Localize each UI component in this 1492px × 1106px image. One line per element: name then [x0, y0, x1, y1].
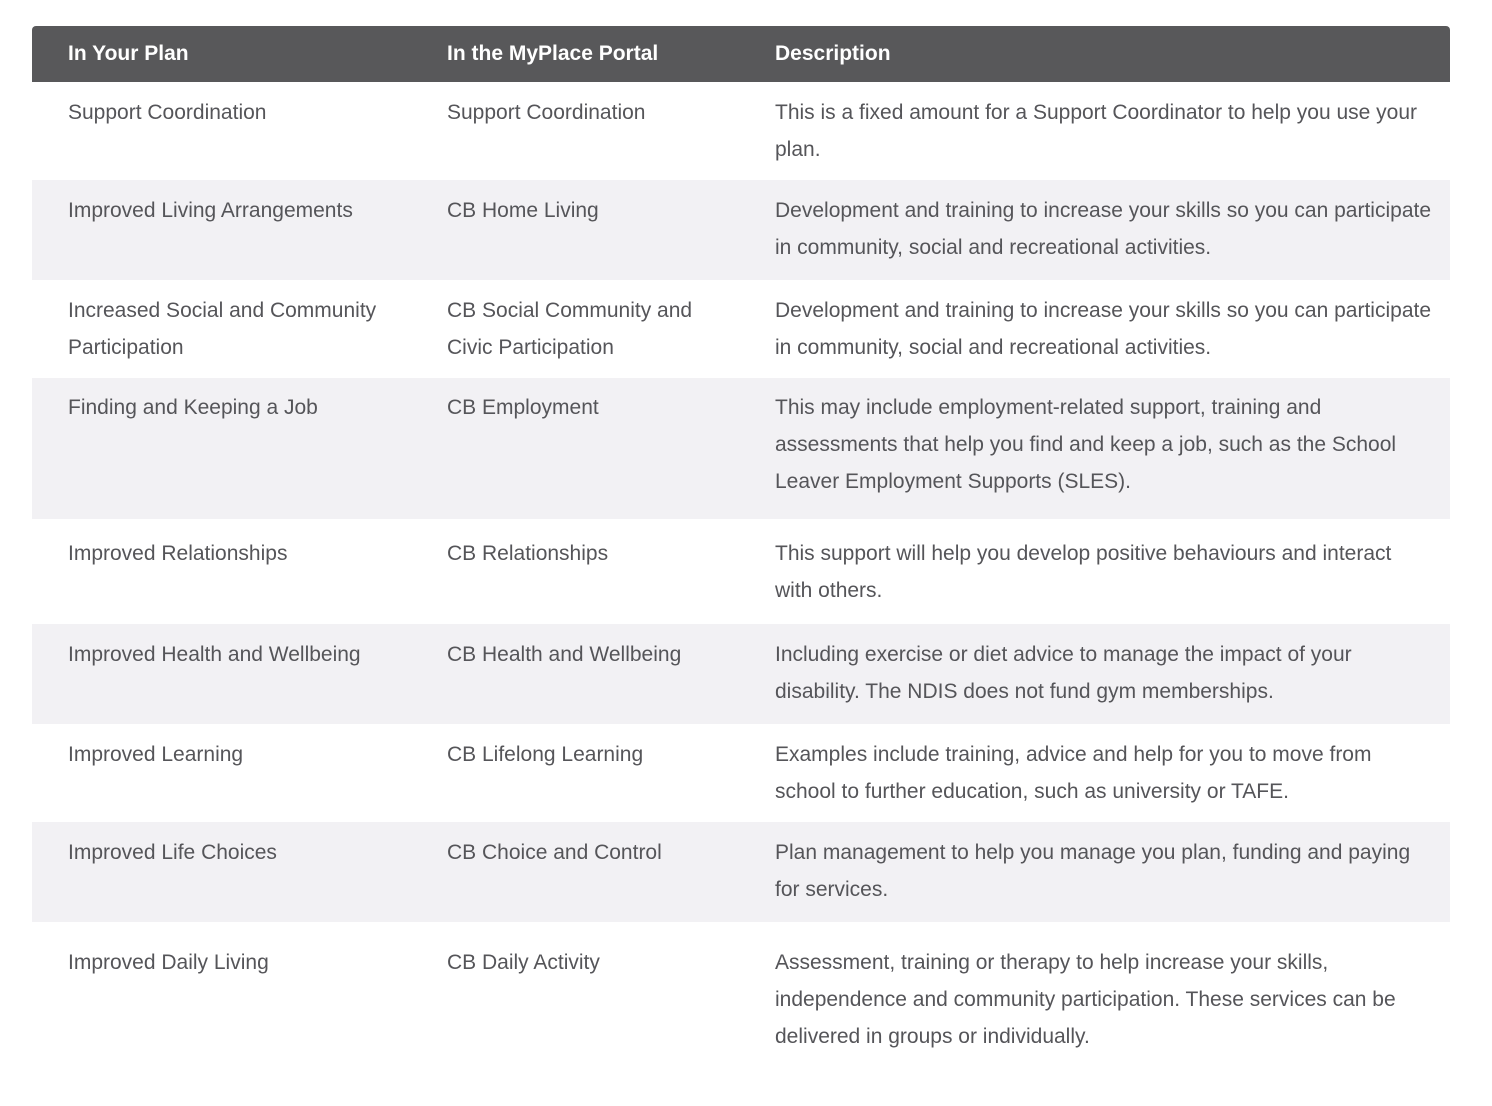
- table-row: [32, 519, 1450, 624]
- cell-description: Development and training to increase your skills so you can participate in community, social and recreational activities.: [775, 199, 1432, 259]
- cell-portal: Support Coordination: [447, 101, 646, 124]
- cell-plan: Improved Learning: [68, 743, 244, 766]
- table-body: [32, 82, 1450, 1084]
- table-row: [32, 624, 1450, 724]
- support-categories-table: [32, 26, 1450, 1084]
- cell-description: Plan management to help you manage you plan, funding and paying for services.: [775, 841, 1411, 901]
- cell-plan: Improved Health and Wellbeing: [68, 643, 361, 666]
- cell-plan: Support Coordination: [68, 101, 267, 124]
- cell-description: Including exercise or diet advice to manage the impact of your disability. The NDIS does not fund gym memberships.: [775, 643, 1352, 703]
- cell-plan: Improved Daily Living: [68, 951, 269, 974]
- table-row: [32, 180, 1450, 280]
- cell-plan: Improved Living Arrangements: [68, 199, 353, 222]
- cell-portal: CB Home Living: [447, 199, 599, 222]
- cell-description: Examples include training, advice and help for you to move from school to further education, such as university or TAFE.: [775, 743, 1372, 803]
- cell-plan: Improved Relationships: [68, 542, 288, 565]
- support-categories-table-container: [32, 26, 1450, 1084]
- cell-portal: CB Lifelong Learning: [447, 743, 644, 766]
- cell-portal: CB Health and Wellbeing: [447, 643, 682, 666]
- table-row: [32, 378, 1450, 519]
- cell-portal: CB Daily Activity: [447, 951, 600, 974]
- table-row: [32, 280, 1450, 378]
- cell-plan: Increased Social and Community Participation: [68, 299, 377, 359]
- header-in-your-plan: In Your Plan: [68, 42, 189, 65]
- cell-description: This support will help you develop positive behaviours and interact with others.: [775, 542, 1392, 602]
- table-row: [32, 82, 1450, 180]
- cell-plan: Finding and Keeping a Job: [68, 396, 318, 419]
- cell-portal: CB Social Community and Civic Participation: [447, 299, 693, 359]
- cell-portal: CB Employment: [447, 396, 599, 419]
- header-in-the-myplace-portal: In the MyPlace Portal: [447, 42, 659, 65]
- cell-description: Development and training to increase your skills so you can participate in community, social and recreational activities.: [775, 299, 1432, 359]
- cell-portal: CB Choice and Control: [447, 841, 662, 864]
- table-row: [32, 724, 1450, 822]
- cell-description: This is a fixed amount for a Support Coordinator to help you use your plan.: [775, 101, 1418, 161]
- cell-portal: CB Relationships: [447, 542, 609, 565]
- table-row: [32, 822, 1450, 922]
- cell-description: This may include employment-related support, training and assessments that help you find and keep a job, such as the School Leaver Employment Supports (SLES).: [775, 396, 1397, 493]
- cell-plan: Improved Life Choices: [68, 841, 277, 864]
- table-header-row: [32, 26, 1450, 82]
- cell-description: Assessment, training or therapy to help increase your skills, independence and community participation. These services can be delivered in groups or individually.: [775, 951, 1396, 1048]
- table-row: [32, 922, 1450, 1084]
- table-header: [32, 26, 1450, 82]
- header-description: Description: [775, 42, 891, 65]
